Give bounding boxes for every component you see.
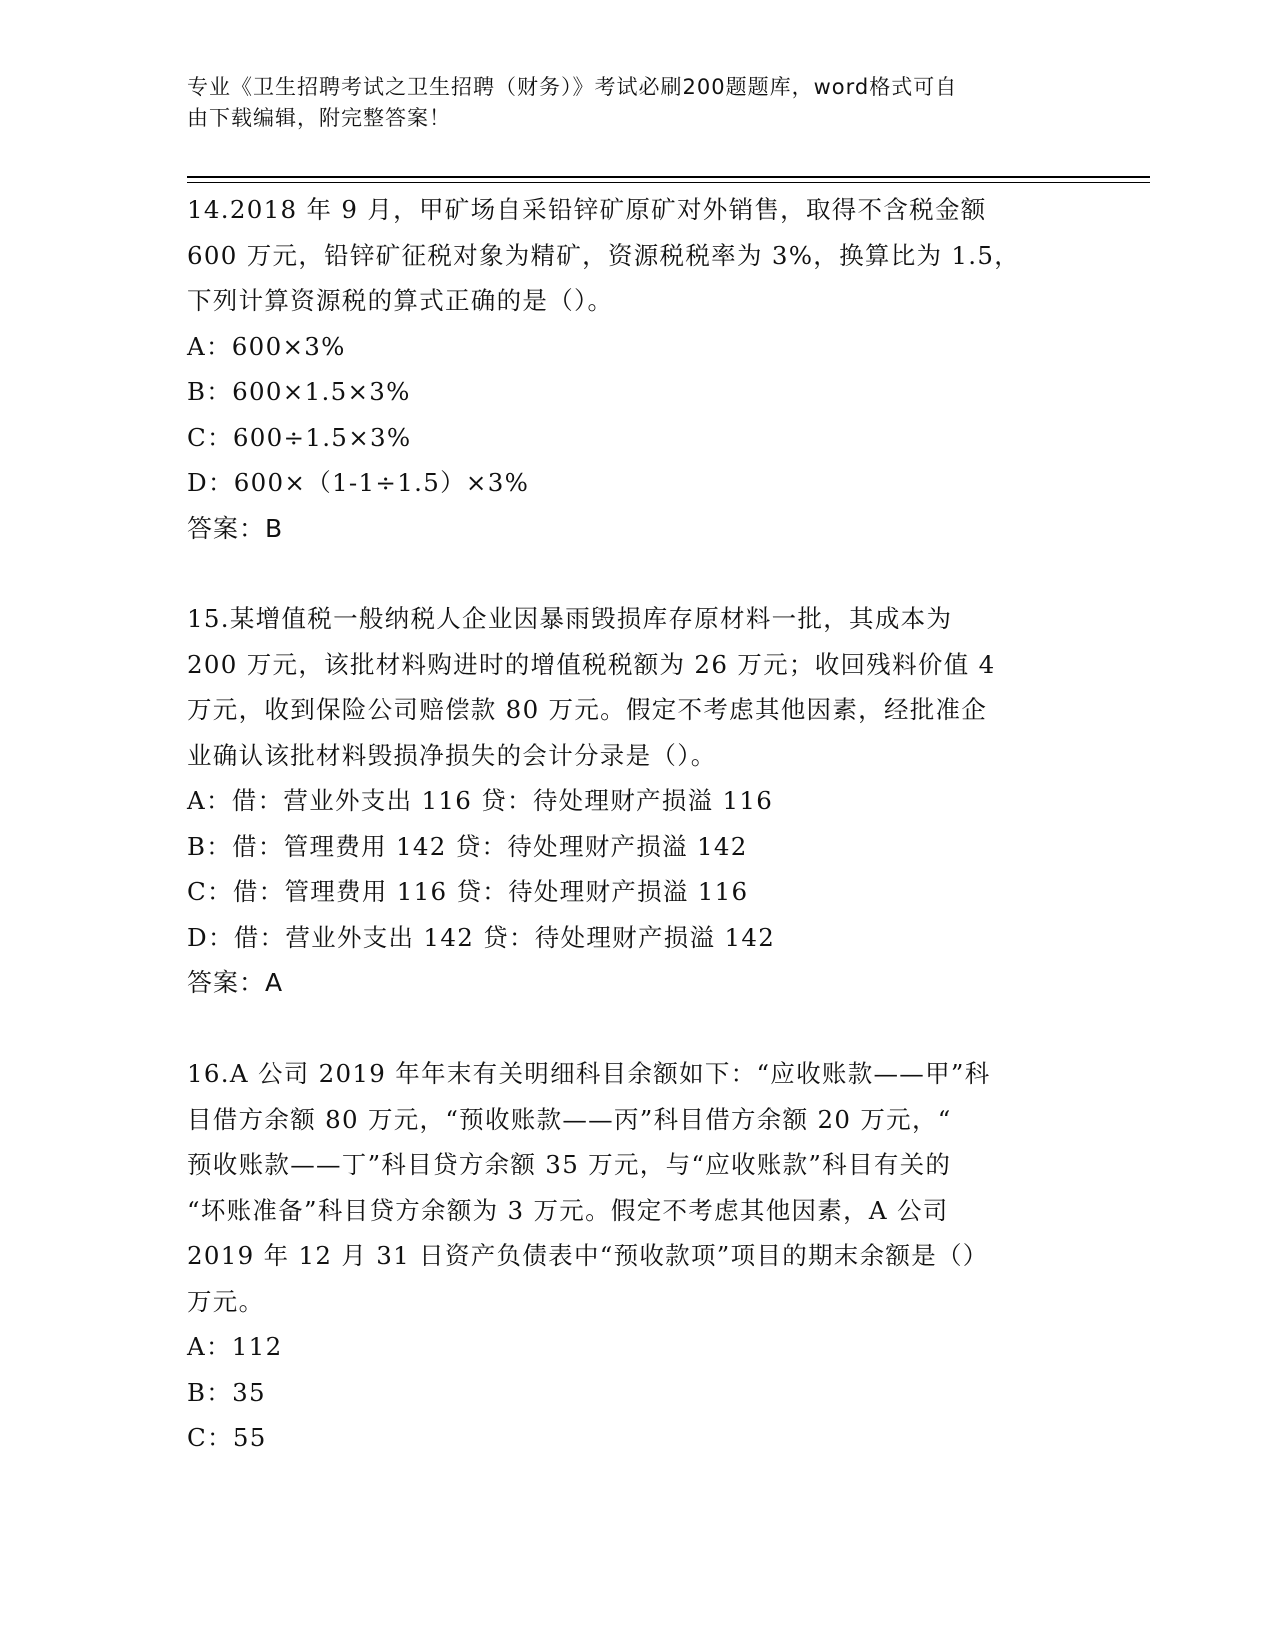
option-b: B：借：管理费用 142 贷：待处理财产损溢 142 bbox=[187, 831, 748, 861]
question-16 bbox=[187, 1051, 1077, 1461]
stem-line: 万元，收到保险公司赔偿款 80 万元。假定不考虑其他因素，经批准企 bbox=[187, 695, 988, 724]
stem-line: “坏账准备”科目贷方余额为 3 万元。假定不考虑其他因素，A 公司 bbox=[187, 1195, 949, 1225]
option-a: A：600×3% bbox=[187, 331, 346, 361]
option-d: D：600×（1-1÷1.5）×3% bbox=[187, 468, 530, 497]
question-14 bbox=[187, 187, 1077, 551]
stem-line: 万元。 bbox=[187, 1286, 265, 1316]
stem-line: 下列计算资源税的算式正确的是（）。 bbox=[187, 286, 614, 315]
option-a: A：借：营业外支出 116 贷：待处理财产损溢 116 bbox=[187, 786, 774, 815]
option-c: C：600÷1.5×3% bbox=[187, 422, 412, 452]
header-divider-thick bbox=[187, 176, 1150, 178]
question-15 bbox=[187, 596, 1077, 1006]
document-header bbox=[187, 72, 1067, 134]
option-b: B：35 bbox=[187, 1377, 266, 1407]
header-line-2: 由下载编辑，附完整答案！ bbox=[187, 106, 451, 130]
option-a: A：112 bbox=[187, 1332, 283, 1361]
header-divider-thin bbox=[187, 182, 1150, 183]
stem-line: 600 万元，铅锌矿征税对象为精矿，资源税税率为 3%，换算比为 1.5， bbox=[187, 240, 1021, 270]
option-c: C：借：管理费用 116 贷：待处理财产损溢 116 bbox=[187, 877, 749, 906]
stem-line: 2019 年 12 月 31 日资产负债表中“预收款项”项目的期末余额是（） bbox=[187, 1241, 989, 1270]
question-stem bbox=[187, 187, 1077, 324]
question-stem bbox=[187, 596, 1077, 778]
question-stem bbox=[187, 1051, 1077, 1324]
header-line-1: 专业《卫生招聘考试之卫生招聘（财务）》考试必刷200题题库，word格式可自 bbox=[187, 75, 958, 99]
stem-line: 200 万元，该批材料购进时的增值税税额为 26 万元；收回残料价值 4 bbox=[187, 649, 996, 679]
stem-line: 14.2018 年 9 月，甲矿场自采铅锌矿原矿对外销售，取得不含税金额 bbox=[187, 195, 987, 224]
stem-line: 目借方余额 80 万元，“预收账款——丙”科目借方余额 20 万元，“ bbox=[187, 1104, 952, 1134]
option-c: C：55 bbox=[187, 1423, 267, 1452]
option-d: D：借：营业外支出 142 贷：待处理财产损溢 142 bbox=[187, 922, 776, 952]
stem-line: 业确认该批材料毁损净损失的会计分录是（）。 bbox=[187, 740, 717, 770]
option-b: B：600×1.5×3% bbox=[187, 377, 411, 406]
stem-line: 15.某增值税一般纳税人企业因暴雨毁损库存原材料一批，其成本为 bbox=[187, 604, 953, 633]
stem-line: 预收账款——丁”科目贷方余额 35 万元，与“应收账款”科目有关的 bbox=[187, 1150, 952, 1179]
answer: 答案：A bbox=[187, 968, 284, 997]
stem-line: 16.A 公司 2019 年年末有关明细科目余额如下：“应收账款——甲”科 bbox=[187, 1059, 991, 1088]
answer: 答案：B bbox=[187, 513, 284, 543]
